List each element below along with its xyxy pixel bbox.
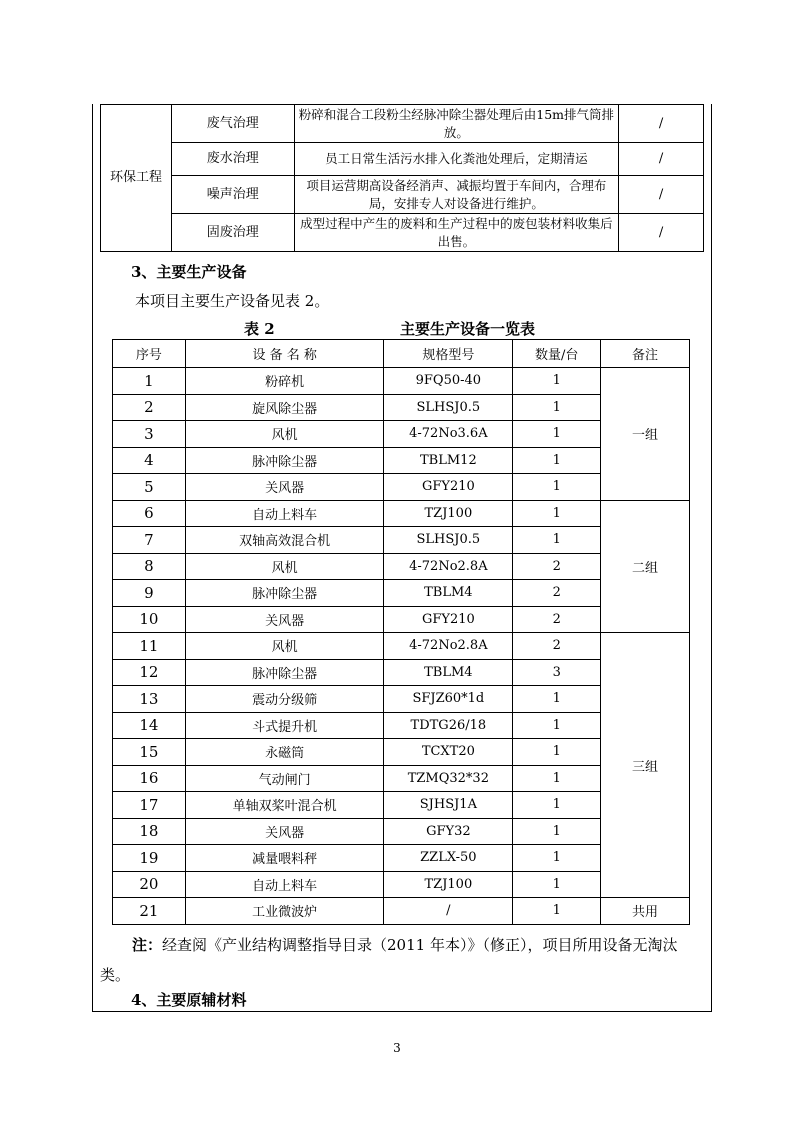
- model-cell: 4-72No3.6A: [384, 421, 513, 448]
- row-number-cell: 17: [113, 792, 186, 819]
- env-remark-cell: /: [619, 176, 704, 214]
- model-cell: TCXT20: [384, 739, 513, 766]
- quantity-cell: 1: [513, 792, 601, 819]
- equipment-name-cell: 旋风除尘器: [185, 394, 384, 421]
- model-cell: TDTG26/18: [384, 712, 513, 739]
- group-remark-cell: 三组: [601, 633, 690, 898]
- equipment-name-cell: 脉冲除尘器: [185, 447, 384, 474]
- equipment-name-cell: 脉冲除尘器: [185, 580, 384, 607]
- column-header: 序号: [113, 340, 186, 368]
- row-number-cell: 16: [113, 765, 186, 792]
- quantity-cell: 2: [513, 606, 601, 633]
- table-number: 表 2: [244, 320, 275, 338]
- row-number-cell: 19: [113, 845, 186, 872]
- env-category-cell: 环保工程: [101, 105, 172, 252]
- model-cell: TBLM12: [384, 447, 513, 474]
- row-number-cell: 2: [113, 394, 186, 421]
- quantity-cell: 1: [513, 818, 601, 845]
- row-number-cell: 12: [113, 659, 186, 686]
- model-cell: TZJ100: [384, 871, 513, 898]
- column-header: 规格型号: [384, 340, 513, 368]
- quantity-cell: 1: [513, 500, 601, 527]
- quantity-cell: 1: [513, 739, 601, 766]
- table-row: [113, 500, 690, 527]
- table-row: [113, 368, 690, 395]
- env-remark-cell: /: [619, 214, 704, 252]
- model-cell: SJHSJ1A: [384, 792, 513, 819]
- section-heading: 3、主要生产设备: [131, 263, 247, 281]
- note-paragraph: [100, 930, 706, 990]
- env-item-cell: 固废治理: [171, 214, 294, 252]
- equipment-name-cell: 工业微波炉: [185, 898, 384, 925]
- note-text: 经查阅《产业结构调整指导目录（2011 年本）》（修正），项目所用设备无淘汰类。: [100, 936, 678, 984]
- quantity-cell: 1: [513, 447, 601, 474]
- equipment-name-cell: 双轴高效混合机: [185, 527, 384, 554]
- table-row: [101, 105, 704, 143]
- group-remark-cell: 一组: [601, 368, 690, 501]
- table-row: [113, 898, 690, 925]
- section-heading: 4、主要原辅材料: [131, 991, 247, 1009]
- row-number-cell: 20: [113, 871, 186, 898]
- table-row: [101, 214, 704, 252]
- equipment-name-cell: 风机: [185, 553, 384, 580]
- table-title: 主要生产设备一览表: [400, 320, 536, 338]
- env-desc-cell: 粉碎和混合工段粉尘经脉冲除尘器处理后由15m排气筒排放。: [294, 105, 618, 143]
- row-number-cell: 3: [113, 421, 186, 448]
- env-protection-table: [100, 104, 704, 252]
- quantity-cell: 1: [513, 474, 601, 501]
- note-label: 注：: [132, 936, 163, 954]
- env-desc-cell: 成型过程中产生的废料和生产过程中的废包装材料收集后出售。: [294, 214, 618, 252]
- model-cell: TBLM4: [384, 580, 513, 607]
- quantity-cell: 2: [513, 553, 601, 580]
- row-number-cell: 7: [113, 527, 186, 554]
- row-number-cell: 18: [113, 818, 186, 845]
- quantity-cell: 1: [513, 421, 601, 448]
- equipment-name-cell: 脉冲除尘器: [185, 659, 384, 686]
- table-header-row: [113, 340, 690, 368]
- row-number-cell: 10: [113, 606, 186, 633]
- row-number-cell: 5: [113, 474, 186, 501]
- model-cell: GFY210: [384, 606, 513, 633]
- equipment-table: [112, 339, 690, 925]
- equipment-name-cell: 单轴双桨叶混合机: [185, 792, 384, 819]
- model-cell: ZZLX-50: [384, 845, 513, 872]
- equipment-name-cell: 斗式提升机: [185, 712, 384, 739]
- model-cell: SLHSJ0.5: [384, 527, 513, 554]
- model-cell: TZJ100: [384, 500, 513, 527]
- intro-paragraph: 本项目主要生产设备见表 2。: [135, 292, 330, 310]
- env-remark-cell: /: [619, 143, 704, 176]
- row-number-cell: 6: [113, 500, 186, 527]
- env-desc-cell: 项目运营期高设备经消声、减振均置于车间内，合理布局，安排专人对设备进行维护。: [294, 176, 618, 214]
- equipment-name-cell: 减量喂料秤: [185, 845, 384, 872]
- equipment-name-cell: 永磁筒: [185, 739, 384, 766]
- quantity-cell: 1: [513, 368, 601, 395]
- equipment-name-cell: 风机: [185, 633, 384, 660]
- model-cell: GFY32: [384, 818, 513, 845]
- quantity-cell: 1: [513, 871, 601, 898]
- row-number-cell: 14: [113, 712, 186, 739]
- quantity-cell: 3: [513, 659, 601, 686]
- row-number-cell: 8: [113, 553, 186, 580]
- row-number-cell: 9: [113, 580, 186, 607]
- row-number-cell: 15: [113, 739, 186, 766]
- table-row: [113, 633, 690, 660]
- model-cell: TZMQ32*32: [384, 765, 513, 792]
- model-cell: SFJZ60*1d: [384, 686, 513, 713]
- equipment-name-cell: 气动闸门: [185, 765, 384, 792]
- quantity-cell: 1: [513, 686, 601, 713]
- model-cell: 4-72No2.8A: [384, 553, 513, 580]
- table-row: [101, 176, 704, 214]
- env-item-cell: 废气治理: [171, 105, 294, 143]
- quantity-cell: 1: [513, 845, 601, 872]
- env-desc-cell: 员工日常生活污水排入化粪池处理后，定期清运: [294, 143, 618, 176]
- row-number-cell: 21: [113, 898, 186, 925]
- equipment-name-cell: 关风器: [185, 818, 384, 845]
- quantity-cell: 1: [513, 394, 601, 421]
- row-number-cell: 4: [113, 447, 186, 474]
- quantity-cell: 2: [513, 580, 601, 607]
- model-cell: SLHSJ0.5: [384, 394, 513, 421]
- row-number-cell: 13: [113, 686, 186, 713]
- equipment-name-cell: 关风器: [185, 474, 384, 501]
- group-remark-cell: 共用: [601, 898, 690, 925]
- equipment-name-cell: 自动上料车: [185, 871, 384, 898]
- column-header: 数量/台: [513, 340, 601, 368]
- table-row: [101, 143, 704, 176]
- env-remark-cell: /: [619, 105, 704, 143]
- quantity-cell: 2: [513, 633, 601, 660]
- quantity-cell: 1: [513, 898, 601, 925]
- group-remark-cell: 二组: [601, 500, 690, 633]
- page-number: 3: [393, 1041, 401, 1055]
- model-cell: TBLM4: [384, 659, 513, 686]
- quantity-cell: 1: [513, 527, 601, 554]
- env-item-cell: 废水治理: [171, 143, 294, 176]
- model-cell: 9FQ50-40: [384, 368, 513, 395]
- equipment-name-cell: 风机: [185, 421, 384, 448]
- model-cell: 4-72No2.8A: [384, 633, 513, 660]
- equipment-name-cell: 震动分级筛: [185, 686, 384, 713]
- model-cell: GFY210: [384, 474, 513, 501]
- equipment-name-cell: 关风器: [185, 606, 384, 633]
- equipment-name-cell: 自动上料车: [185, 500, 384, 527]
- quantity-cell: 1: [513, 712, 601, 739]
- quantity-cell: 1: [513, 765, 601, 792]
- row-number-cell: 1: [113, 368, 186, 395]
- column-header: 备注: [601, 340, 690, 368]
- equipment-table-body: [113, 368, 690, 925]
- model-cell: /: [384, 898, 513, 925]
- column-header: 设 备 名 称: [185, 340, 384, 368]
- equipment-name-cell: 粉碎机: [185, 368, 384, 395]
- row-number-cell: 11: [113, 633, 186, 660]
- env-item-cell: 噪声治理: [171, 176, 294, 214]
